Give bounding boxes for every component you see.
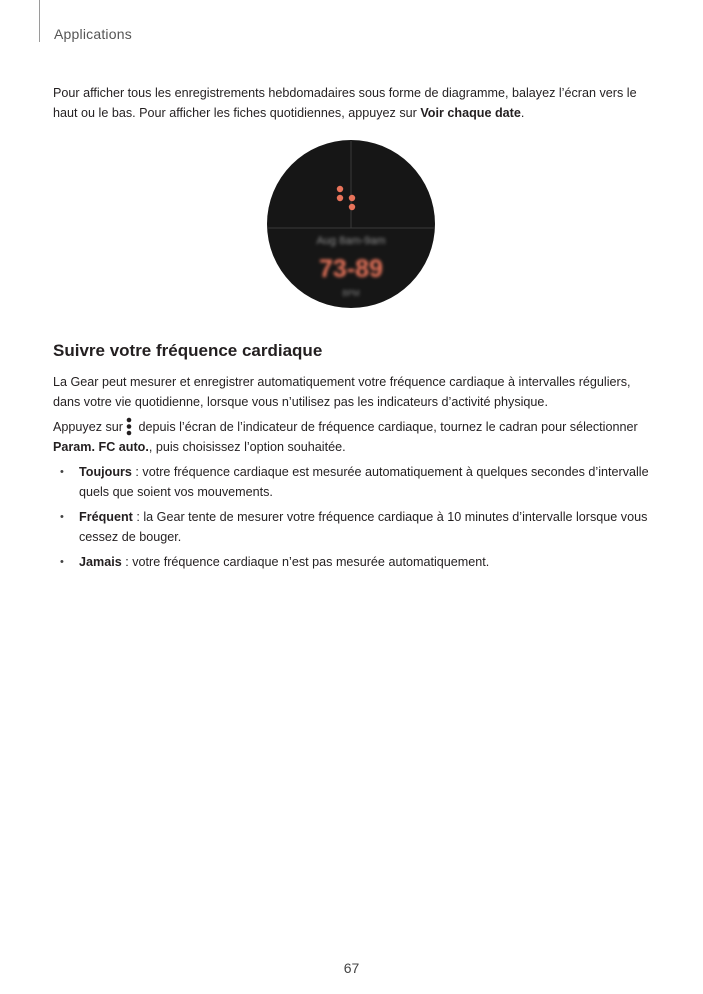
heart-rate-point [337, 195, 343, 201]
page-number: 67 [343, 960, 360, 976]
heart-rate-point [349, 204, 355, 210]
heart-rate-point [337, 186, 343, 192]
option-description: : votre fréquence cardiaque n’est pas mesurée automatiquement. [121, 555, 490, 569]
para2-end: , puis choisissez l’option souhaitée. [148, 440, 346, 454]
heart-rate-point [349, 195, 355, 201]
watch-bpm-range: 73-89 [319, 255, 383, 283]
option-item-toujours [60, 462, 655, 502]
option-list [60, 462, 655, 577]
option-description: : la Gear tente de mesurer votre fréquence cardiaque à 10 minutes d’intervalle lorsque vous cessez de bouger. [79, 510, 648, 544]
para2-mid: depuis l’écran de l’indicateur de fréquence cardiaque, tournez le cadran pour sélectionner [135, 420, 638, 434]
option-term: Jamais [79, 555, 122, 569]
bullet-marker: • [60, 511, 64, 523]
intro-end: . [520, 106, 525, 120]
param-fc-auto-label: Param. FC auto. [53, 440, 149, 454]
bullet-marker: • [60, 466, 64, 478]
option-item-jamais [60, 552, 655, 572]
watch-screen-illustration [267, 140, 435, 308]
header-rule [39, 0, 40, 42]
section-paragraph-1: La Gear peut mesurer et enregistrer automatiquement votre fréquence cardiaque à intervalles réguliers, dans votre vie quotidienne, lorsque vous n’utilisez pas les indicateurs d’activité physique. [53, 375, 631, 409]
running-header: Applications [54, 26, 132, 42]
bullet-marker: • [60, 556, 64, 568]
voir-chaque-date-label: Voir chaque date [420, 106, 521, 120]
intro-text: Pour afficher tous les enregistrements hebdomadaires sous forme de diagramme, balayez l’écran vers le haut ou le bas. Pour afficher les fiches quotidiennes, appuyez sur [53, 86, 637, 120]
watch-time-range: Aug 8am-9am [316, 235, 386, 247]
option-description: : votre fréquence cardiaque est mesurée automatiquement à quelques secondes d’intervalle quels que soient vos mouvements. [79, 465, 649, 499]
section-paragraph-2 [53, 417, 653, 457]
option-term: Fréquent [79, 510, 133, 524]
para2-start: Appuyez sur [53, 420, 124, 434]
more-options-icon [125, 417, 133, 436]
intro-paragraph [53, 83, 653, 123]
watch-bpm-unit: BPM [342, 289, 360, 298]
section-title: Suivre votre fréquence cardiaque [53, 341, 323, 360]
option-item-frequent [60, 507, 655, 547]
option-term: Toujours [79, 465, 132, 479]
